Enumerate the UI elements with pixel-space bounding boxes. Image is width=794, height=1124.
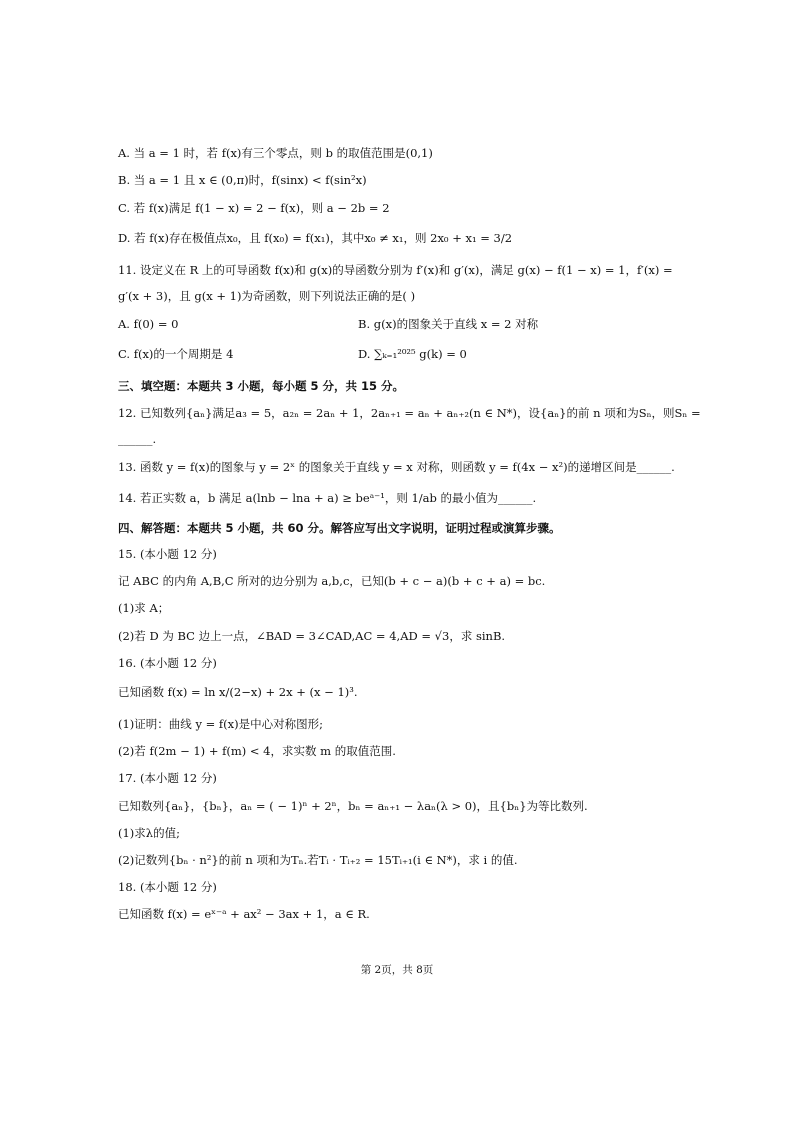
question-14: 14. 若正实数 a，b 满足 a(lnb − lna + a) ≥ beᵃ⁻¹，则 1/ab 的最小值为______. — [118, 491, 537, 505]
question-15-stem: 记 ABC 的内角 A,B,C 所对的边分别为 a,b,c，已知(b + c − a)(b + c + a) = bc. — [118, 574, 546, 588]
question-16-part-1: (1)证明：曲线 y = f(x)是中心对称图形; — [118, 717, 323, 731]
question-15-part-1: (1)求 A； — [118, 601, 170, 615]
question-16-header: 16. (本小题 12 分) — [118, 656, 217, 670]
question-16-part-2: (2)若 f(2m − 1) + f(m) < 4，求实数 m 的取值范围. — [118, 744, 396, 758]
question-11-option-d: D. ∑ₖ₌₁²⁰²⁵ g(k) = 0 — [358, 347, 467, 361]
question-17-stem: 已知数列{aₙ}，{bₙ}，aₙ = ( − 1)ⁿ + 2ⁿ，bₙ = aₙ₊₁ − λaₙ(λ > 0)，且{bₙ}为等比数列. — [118, 799, 588, 813]
question-11-option-c: C. f(x)的一个周期是 4 — [118, 347, 234, 361]
page-footer: 第 2页，共 8页 — [360, 964, 434, 976]
question-18-stem: 已知函数 f(x) = eˣ⁻ᵃ + ax² − 3ax + 1，a ∈ R. — [118, 907, 370, 921]
question-16-stem: 已知函数 f(x) = ln x/(2−x) + 2x + (x − 1)³. — [118, 685, 358, 699]
question-17-part-2: (2)记数列{bₙ · n²}的前 n 项和为Tₙ.若Tᵢ · Tᵢ₊₂ = 15Tᵢ₊₁(i ∈ N*)，求 i 的值. — [118, 853, 518, 867]
question-13: 13. 函数 y = f(x)的图象与 y = 2ˣ 的图象关于直线 y = x 对称，则函数 y = f(4x − x²)的递增区间是______. — [118, 460, 675, 474]
option-d-line: D. 若 f(x)存在极值点x₀，且 f(x₀) = f(x₁)，其中x₀ ≠ x₁，则 2x₀ + x₁ = 3/2 — [118, 231, 513, 245]
question-11-option-b: B. g(x)的图象关于直线 x = 2 对称 — [358, 317, 539, 331]
option-c-line: C. 若 f(x)满足 f(1 − x) = 2 − f(x)，则 a − 2b = 2 — [118, 201, 390, 215]
question-12-line1: 12. 已知数列{aₙ}满足a₃ = 5，a₂ₙ = 2aₙ + 1，2aₙ₊₁ = aₙ + aₙ₊₂(n ∈ N*)，设{aₙ}的前 n 项和为Sₙ，则Sₙ = — [118, 406, 701, 420]
section-4-heading: 四、解答题：本题共 5 小题，共 60 分。解答应写出文字说明，证明过程或演算步骤。 — [118, 521, 561, 535]
question-15-header: 15. (本小题 12 分) — [118, 547, 217, 561]
question-17-part-1: (1)求λ的值; — [118, 826, 180, 840]
question-12-line2: ______. — [118, 432, 157, 446]
question-17-header: 17. (本小题 12 分) — [118, 771, 217, 785]
question-18-header: 18. (本小题 12 分) — [118, 880, 217, 894]
question-11-option-a: A. f(0) = 0 — [118, 317, 179, 331]
question-11-line1: 11. 设定义在 R 上的可导函数 f(x)和 g(x)的导函数分别为 f′(x)和 g′(x)，满足 g(x) − f(1 − x) = 1，f′(x) = — [118, 263, 673, 277]
question-15-part-2: (2)若 D 为 BC 边上一点，∠BAD = 3∠CAD,AC = 4,AD = √3，求 sinB. — [118, 629, 506, 643]
option-a-line: A. 当 a = 1 时，若 f(x)有三个零点，则 b 的取值范围是(0,1) — [118, 146, 433, 160]
option-b-line: B. 当 a = 1 且 x ∈ (0,π)时，f(sinx) < f(sin²x) — [118, 173, 367, 187]
question-11-line2: g′(x + 3)，且 g(x + 1)为奇函数，则下列说法正确的是( ) — [118, 289, 416, 303]
section-3-heading: 三、填空题：本题共 3 小题，每小题 5 分，共 15 分。 — [118, 379, 405, 393]
